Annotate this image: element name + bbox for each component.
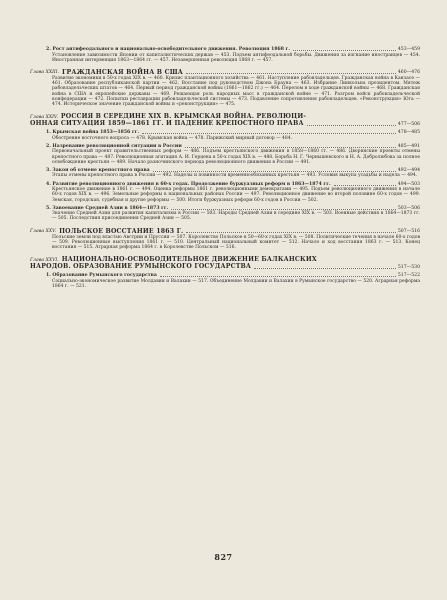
chapter-label: Глава XXV.	[30, 229, 57, 235]
section-entry	[30, 168, 420, 179]
section-pages: 517—522	[397, 273, 420, 279]
section-entry	[30, 144, 420, 165]
chapter-title: ПОЛЬСКОЕ ВОССТАНИЕ 1863 Г.	[59, 227, 184, 235]
section-pages: 494—503	[397, 181, 420, 187]
section-title: 3. Закон об отмене крепостного права	[46, 167, 150, 173]
chapter-summary: Польские земли под властью Австрии и Пруссии — 507. Королевство Польское в 50—60-х годах XIX в. — 508. Политические течения в начале 60-х годов — 509. Революционные выступления 1861 г. — 510. Центральный национальный комитет — 512. Начало и ход восстания 1863 г. — 513. Конец восстания — 515. Аграрная реформа 1864 г. в Королевстве Польском — 516.	[52, 234, 420, 251]
section-title: 2. Назревание революционной ситуации в России	[46, 143, 182, 149]
section-summary: Крестьянское движение в 1861 г. — 494. Оценка реформы 1861 г. революционными демократами — 495. Подъем революционного движения в начале 60-х годов XIX в. — 496. Земельные реформы в национальных районах России — 497. Революционное движение во второй половине 60-х годов — 499. Земская, городская, судебная и другие реформы — 500. Итоги буржуазных реформ 60-х годов в России — 502.	[52, 187, 420, 203]
section-entry	[30, 130, 420, 141]
chapter-summary: Развитие экономики в 50-х годах XIX в. — 460. Кризис плантационного хозяйства — 461. Наступление рабовладельцев. Гражданская война в Канзасе — 461. Образование республиканской партии — 462. Восстание под руководством Джона Брауна — 463. Избрание Линкольна президентом. Мятеж рабовладельческих штатов — 464. Первый период гражданской войны (1861—1862 гг.) — 464. Перелом в ходе гражданской войны — 468. Гражданская война в США и европейские державы — 469. Решающая роль народных масс в гражданской войне — 471. Разгром войск рабовладельческой конфедерации — 472. Попытки реставрации рабовладельческой системы — 473. Подавление сопротивления рабовладельцев. «Реконструкция» Юга — 474. Историческое значение гражданской войны и «реконструкции» — 475.	[52, 75, 420, 107]
table-of-contents	[30, 44, 420, 289]
section-title: 4. Развитие революционного движения в 60-х годах. Продолжение буржуазных реформ в 1863—1874 гг.	[46, 181, 331, 187]
chapter-pages: 477—506	[397, 121, 420, 127]
chapter-label: Глава XXIV.	[30, 114, 58, 120]
section-entry	[30, 206, 420, 222]
section-pages: 453—459	[397, 47, 420, 52]
section-summary: Социально-экономическое развитие Молдавии и Валахии — 517. Объединение Молдавии и Валахии в Румынское государство — 520. Аграрная реформа 1864 г. — 521.	[52, 278, 420, 289]
page-number: 827	[214, 552, 233, 562]
section-summary: Значение Средней Азии для развития капитализма в России — 503. Народы Средней Азии в середине XIX в. — 503. Военные действия в 1864—1873 гг. — 505. Последствия присоединения Средней Азии — 505.	[52, 211, 420, 222]
chapter-title: ГРАЖДАНСКАЯ ВОЙНА В США	[62, 68, 184, 76]
section-pages: 478—485	[397, 130, 420, 136]
section-title: 5. Завоевание Средней Азии в 1864—1873 гг.	[46, 205, 169, 211]
section-pages: 503—506	[397, 205, 420, 211]
chapter-label: Глава XXVI.	[30, 257, 59, 263]
chapter-entry	[30, 113, 420, 127]
section-entry	[30, 273, 420, 289]
chapter-title: РОССИЯ В СЕРЕДИНЕ XIX В. КРЫМСКАЯ ВОЙНА. РЕВОЛЮЦИ-	[60, 113, 307, 121]
section-entry	[30, 182, 420, 203]
section-pages: 492—494	[397, 167, 420, 173]
chapter-pages: 507—516	[397, 229, 420, 235]
chapter-title: НАЦИОНАЛЬНО-ОСВОБОДИТЕЛЬНОЕ ДВИЖЕНИЕ БАЛКАНСКИХ	[61, 256, 317, 264]
chapter-title-continued: ОННАЯ СИТУАЦИЯ 1859—1861 ГГ. И ПАДЕНИЕ КРЕПОСТНОГО ПРАВА	[30, 120, 304, 128]
section-summary: Этапы отмены крепостного права в России — 492. Наделы и повинности временнообязанных крестьян — 493. Условия выкупа усадьбы и надела — 494.	[52, 173, 418, 179]
chapter-entry	[30, 228, 420, 251]
section-summary: Установление зависимости Японии от капиталистических держав — 453. Подъем антифеодальной борьбы. Движения за изгнание иностранцев — 454. Иностранная интервенция 1863—1864 гг. — 457. Незавершенная революция 1868 г. — 457.	[52, 52, 420, 63]
section-summary: Первоначальный проект правительственных реформ — 486. Подъем крестьянского движения в 1858—1860 гг. — 486. Дворянские проекты отмены крепостного права — 487. Революционная агитация А. И. Герцена в 50-х годах XIX в. — 488. Борьба Н. Г. Чернышевского и Н. А. Добролюбова за полное освобождение крестьян — 489. Начало разночинского периода революционного движения в России — 491.	[52, 149, 420, 165]
chapter-entry	[30, 256, 420, 270]
chapter-entry	[30, 69, 420, 107]
section-title: 1. Крымская война 1853—1856 гг.	[46, 130, 140, 136]
section-title: 2. Рост антифеодального и национально-освободительного движения. Революция 1868 г.	[46, 47, 290, 52]
chapter-label: Глава XXIII.	[30, 70, 60, 76]
chapter-pages: 460—476	[397, 70, 420, 76]
section-entry	[30, 47, 420, 63]
section-summary: Обострение восточного вопроса — 478. Крымская война — 478. Парижский мирный договор — 484.	[52, 135, 293, 141]
section-pages: 485—491	[397, 143, 420, 149]
chapter-pages: 517—530	[397, 264, 420, 270]
section-title: 1. Образование Румынского государства	[46, 273, 157, 279]
chapter-title-continued: НАРОДОВ. ОБРАЗОВАНИЕ РУМЫНСКОГО ГОСУДАРСТВА	[30, 263, 252, 271]
